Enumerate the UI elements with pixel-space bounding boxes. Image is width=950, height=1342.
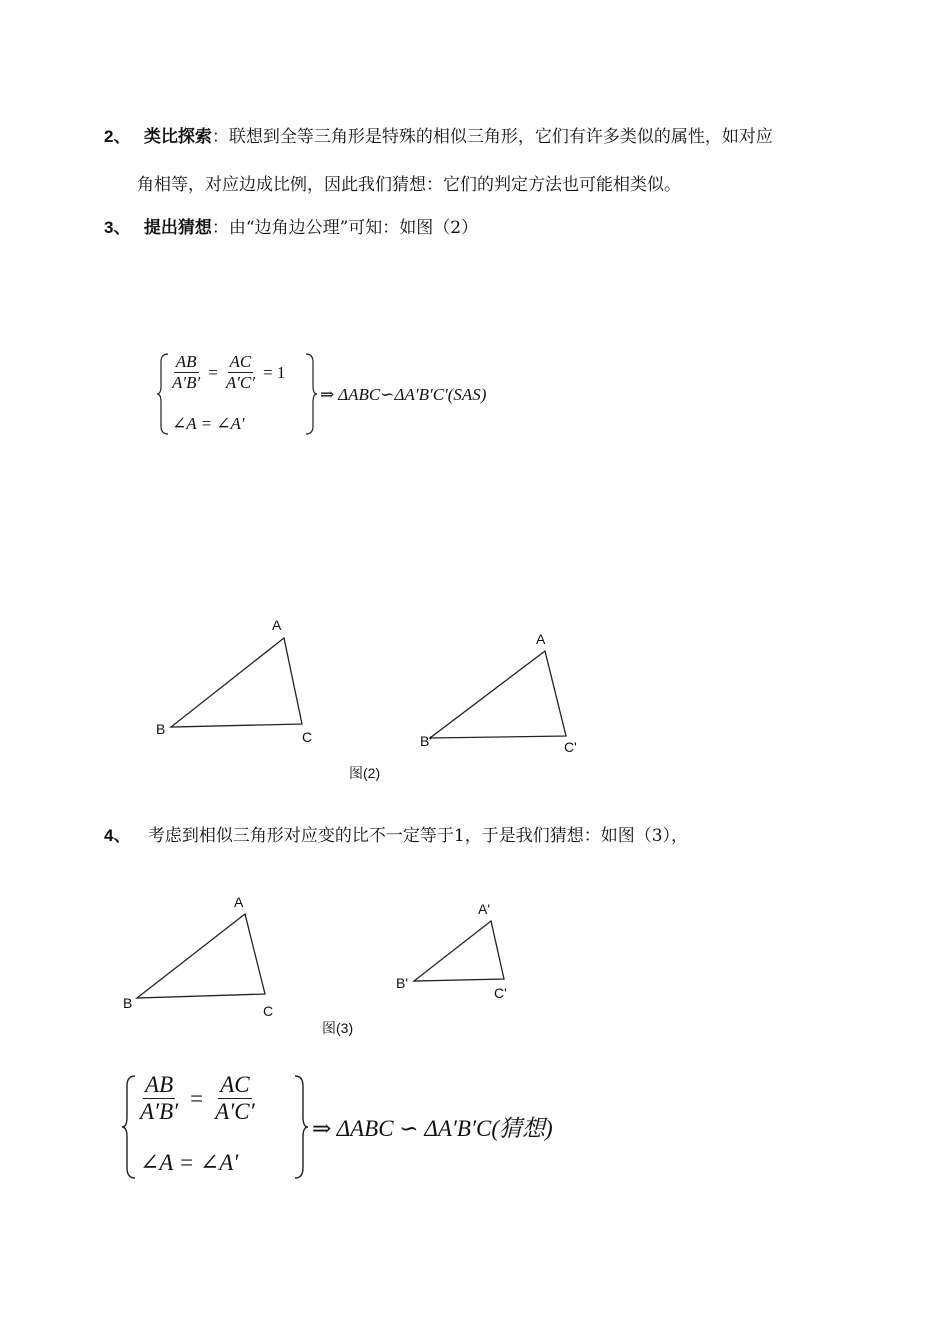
- formula1-left-brace: [156, 352, 170, 436]
- figure3-caption: 图(3): [322, 1020, 354, 1036]
- figure2-label-b: B: [156, 721, 166, 737]
- figure2-label-a-prime: A: [536, 631, 546, 647]
- figure3-label-a: A: [234, 894, 244, 910]
- figure3-label-c-prime: C': [494, 985, 507, 1001]
- figure3: [0, 890, 950, 1040]
- formula2-fraction-ac: $\frac{AC}{A'C'}$: [215, 1072, 255, 1124]
- formula2-right-brace: [292, 1074, 310, 1180]
- figure3-left-triangle: [137, 914, 265, 998]
- figure3-label-b: B: [123, 995, 133, 1011]
- item3-heading: 提出猜想: [143, 218, 212, 238]
- item2-line1: [104, 128, 773, 146]
- figure3-label-a-prime: A': [478, 901, 491, 917]
- item2-line2: [137, 177, 681, 194]
- formula1: [156, 352, 576, 438]
- figure3-label-c: C: [263, 1003, 274, 1019]
- item2-text2: 角相等，对应边成比例，因此我们猜想：它们的判定方法也可能相类似。: [137, 175, 681, 195]
- figure2-label-c-prime: C': [564, 739, 577, 755]
- formula1-fraction-ab: $\frac{AB}{A'B'}$: [172, 352, 201, 392]
- formula2-left-brace: [120, 1074, 138, 1180]
- item2-heading: 类比探索: [143, 127, 212, 147]
- item3-number: 3、: [104, 218, 131, 237]
- item3-line: [104, 219, 478, 237]
- formula1-right-brace: [304, 352, 318, 436]
- formula1-fraction-ac: $\frac{AC}{A'C'}$: [225, 352, 255, 392]
- figure2-caption: 图(2): [349, 765, 381, 781]
- formula2-fraction-ab: $\frac{AB}{A'B'}$: [140, 1072, 179, 1124]
- formula1-equals: =: [208, 362, 218, 382]
- formula1-equals-one: = 1: [262, 362, 286, 382]
- formula2-angle-line: ∠A = ∠A′: [140, 1150, 239, 1175]
- formula1-angle-line: ∠A = ∠A′: [172, 414, 245, 433]
- item3-text: ：由“边角边公理”可知：如图（2）: [211, 218, 479, 238]
- item2-number: 2、: [104, 127, 131, 146]
- formula1-conclusion: ⇒ ΔABC∽ΔA′B′C′(SAS): [320, 385, 487, 404]
- item4-line: [104, 827, 688, 845]
- item2-text1: ：联想到全等三角形是特殊的相似三角形，它们有许多类似的属性，如对应: [211, 127, 773, 147]
- item4-number: 4、: [104, 826, 131, 845]
- figure2-right-triangle: [430, 651, 566, 738]
- figure2-label-a: A: [272, 617, 282, 633]
- figure3-right-triangle: [414, 921, 504, 981]
- figure2-label-c: C: [302, 729, 313, 745]
- formula2-conclusion: ⇒ ΔABC ∽ ΔA′B′C(猜想): [312, 1116, 553, 1141]
- item4-text: 考虑到相似三角形对应变的比不一定等于1，于是我们猜想：如图（3），: [147, 826, 689, 846]
- formula2: [120, 1072, 660, 1182]
- formula2-equals: =: [190, 1085, 204, 1111]
- figure2-label-b-prime: B': [420, 733, 433, 749]
- figure2: [0, 610, 950, 790]
- figure2-left-triangle: [171, 638, 302, 727]
- figure3-label-b-prime: B': [396, 975, 409, 991]
